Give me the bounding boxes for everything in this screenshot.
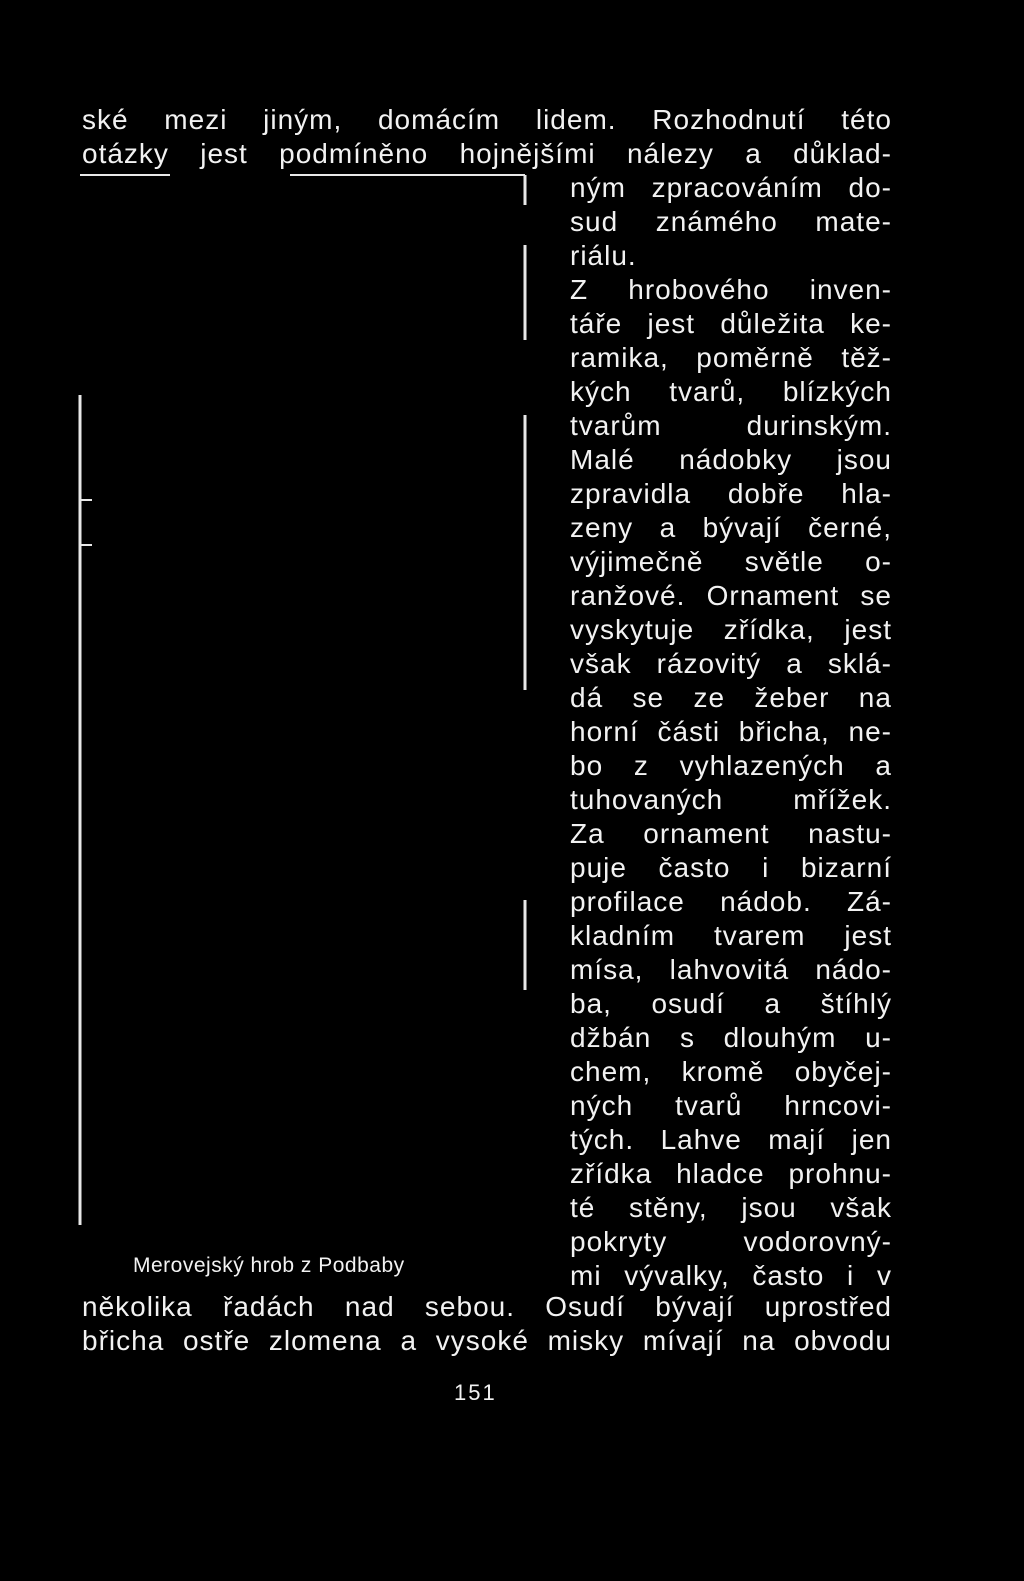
text-line-column: [570, 1021, 892, 1055]
word: vyhlazených: [679, 750, 845, 781]
text-line-column: [570, 205, 892, 239]
word: však: [830, 1192, 892, 1223]
word: hrobového: [628, 274, 770, 305]
word: světle: [744, 546, 824, 577]
word: Za: [570, 818, 605, 849]
text-line-column: [570, 375, 892, 409]
word: a: [659, 512, 677, 543]
word: a: [786, 648, 803, 679]
word: nálezy: [626, 138, 714, 169]
word: zřídka,: [723, 614, 815, 645]
word: a: [400, 1325, 418, 1356]
word: ným: [570, 172, 626, 203]
word: mísa,: [570, 954, 644, 985]
word: této: [841, 104, 892, 135]
word: chem,: [570, 1056, 652, 1087]
word: a: [745, 138, 762, 169]
word: Osudí: [545, 1291, 625, 1322]
text-line-column: [570, 477, 892, 511]
word: důležita: [720, 308, 825, 339]
word: nádob.: [720, 886, 812, 917]
word: nastu-: [808, 818, 892, 849]
word: důklad-: [793, 138, 892, 169]
word: sud: [570, 206, 619, 237]
word: sebou.: [424, 1291, 515, 1322]
word: podmíněno: [279, 138, 429, 169]
word: bývají: [655, 1291, 735, 1322]
text-line-column: [570, 919, 892, 953]
text-line-column: [570, 409, 892, 443]
word: a: [875, 750, 892, 781]
word: tvarů,: [669, 376, 746, 407]
word: obvodu: [794, 1325, 892, 1356]
word: na: [858, 682, 892, 713]
word: však: [570, 648, 632, 679]
word: ba,: [570, 988, 612, 1019]
word: nádobky: [679, 444, 793, 475]
word: dlouhým: [723, 1022, 837, 1053]
word: jsou: [741, 1192, 797, 1223]
word: břicha,: [738, 716, 830, 747]
text-line-column: [570, 511, 892, 545]
word: ze: [693, 682, 726, 713]
word: černé,: [808, 512, 892, 543]
word: ne-: [848, 716, 892, 747]
grave-illustration: [70, 170, 540, 1250]
word: dá: [570, 682, 604, 713]
word: několika: [82, 1291, 193, 1322]
word: osudí: [651, 988, 725, 1019]
word: mi: [570, 1260, 602, 1291]
text-line-bottom-1: [82, 1290, 892, 1324]
text-line-column: [570, 1089, 892, 1123]
word: mezi: [164, 104, 228, 135]
text-line-column: [570, 851, 892, 885]
word: Malé: [570, 444, 635, 475]
word: výjimečně: [570, 546, 704, 577]
word: Rozhodnutí: [652, 104, 806, 135]
word: často: [752, 1260, 825, 1291]
word: do-: [848, 172, 892, 203]
text-line-column: [570, 749, 892, 783]
word: vývalky,: [624, 1260, 730, 1291]
text-line-column: [570, 783, 892, 817]
word: zpracováním: [651, 172, 823, 203]
word: jest: [844, 614, 892, 645]
text-line-column: [570, 239, 892, 273]
page-number: 151: [454, 1380, 497, 1405]
text-line-column: [570, 545, 892, 579]
word: i: [762, 852, 770, 883]
word: misky: [547, 1325, 625, 1356]
word: s: [679, 1022, 695, 1053]
word: džbán: [570, 1022, 652, 1053]
word: dobře: [727, 478, 805, 509]
word: stěny,: [629, 1192, 708, 1223]
word: Ornament: [706, 580, 840, 611]
word: jiným,: [263, 104, 343, 135]
word: horní: [570, 716, 639, 747]
word: vodorovný-: [743, 1226, 892, 1257]
word: mívají: [642, 1325, 724, 1356]
text-line-column: [570, 1157, 892, 1191]
word: jest: [200, 138, 248, 169]
word: u-: [865, 1022, 892, 1053]
word: jest: [844, 920, 892, 951]
word: rázovitý: [656, 648, 762, 679]
word: vysoké: [435, 1325, 529, 1356]
text-line-column: [570, 1055, 892, 1089]
word: tuhovaných: [570, 784, 724, 815]
word: Lahve: [660, 1124, 742, 1155]
text-line-column: [570, 307, 892, 341]
word: ské: [82, 104, 129, 135]
word: ranžové.: [570, 580, 686, 611]
word: v: [876, 1260, 892, 1291]
word: jest: [647, 308, 696, 339]
word: často: [658, 852, 731, 883]
word: durinským.: [746, 410, 892, 441]
word: domácím: [377, 104, 501, 135]
text-line-column: [570, 613, 892, 647]
word: tvarů: [675, 1090, 743, 1121]
word: na: [742, 1325, 776, 1356]
word: kých: [570, 376, 632, 407]
word: ke-: [850, 308, 892, 339]
word: tvarem: [713, 920, 806, 951]
word: a: [764, 988, 782, 1019]
text-line-column: [570, 1259, 892, 1293]
word: řadách: [223, 1291, 315, 1322]
word: zřídka: [570, 1158, 653, 1189]
text-line-column: [570, 171, 892, 205]
word: jen: [851, 1124, 892, 1155]
word: mřížek.: [793, 784, 892, 815]
word: ornament: [643, 818, 770, 849]
word: té: [570, 1192, 596, 1223]
word: ných: [570, 1090, 634, 1121]
word: ramika,: [570, 342, 669, 373]
word: táře: [570, 308, 623, 339]
word: štíhlý: [820, 988, 892, 1019]
word: zeny: [570, 512, 634, 543]
word: hojnějšími: [459, 138, 596, 169]
word: Zá-: [846, 886, 892, 917]
word: poměrně: [696, 342, 814, 373]
word: sklá-: [827, 648, 892, 679]
word: blízkých: [782, 376, 892, 407]
text-line-column: [570, 1123, 892, 1157]
word: se: [860, 580, 892, 611]
word: bývají: [702, 512, 782, 543]
word: lahvovitá: [669, 954, 790, 985]
word: profilace: [570, 886, 685, 917]
word: ostře: [182, 1325, 251, 1356]
word: nad: [344, 1291, 395, 1322]
word: známého: [655, 206, 778, 237]
text-line-column: [570, 647, 892, 681]
word: bizarní: [800, 852, 892, 883]
text-line-top-1: [82, 103, 892, 137]
word: bo: [570, 750, 604, 781]
word: tvarům: [570, 410, 662, 441]
text-line-column: [570, 987, 892, 1021]
word: pokryty: [570, 1226, 668, 1257]
word: mají: [768, 1124, 826, 1155]
word: nádo-: [815, 954, 892, 985]
word: prohnu-: [788, 1158, 892, 1189]
word: otázky: [82, 138, 169, 169]
figure-caption: Merovejský hrob z Podbaby: [133, 1254, 405, 1277]
word: riálu.: [570, 240, 637, 271]
word: hla-: [841, 478, 892, 509]
text-line-column: [570, 341, 892, 375]
word: zlomena: [268, 1325, 382, 1356]
word: hrncovi-: [784, 1090, 892, 1121]
word: o-: [865, 546, 892, 577]
word: žeber: [754, 682, 830, 713]
word: jsou: [836, 444, 892, 475]
word: Z: [570, 274, 589, 305]
text-line-column: [570, 817, 892, 851]
text-line-column: [570, 1225, 892, 1259]
word: části: [657, 716, 721, 747]
word: uprostřed: [764, 1291, 892, 1322]
text-line-column: [570, 885, 892, 919]
word: inven-: [809, 274, 892, 305]
word: kromě: [681, 1056, 765, 1087]
word: puje: [570, 852, 627, 883]
word: zpravidla: [570, 478, 692, 509]
word: tých.: [570, 1124, 635, 1155]
word: břicha: [82, 1325, 165, 1356]
text-line-column: [570, 443, 892, 477]
word: těž-: [841, 342, 892, 373]
word: lidem.: [535, 104, 617, 135]
text-line-column: [570, 715, 892, 749]
word: kladním: [570, 920, 676, 951]
word: vyskytuje: [570, 614, 695, 645]
text-line-top-2: [82, 137, 892, 171]
word: se: [632, 682, 665, 713]
word: hladce: [676, 1158, 765, 1189]
text-line-column: [570, 681, 892, 715]
text-line-column: [570, 953, 892, 987]
word: obyčej-: [794, 1056, 892, 1087]
word: z: [633, 750, 649, 781]
text-line-bottom-2: [82, 1324, 892, 1358]
word: mate-: [815, 206, 892, 237]
word: i: [847, 1260, 855, 1291]
text-line-column: [570, 579, 892, 613]
text-line-column: [570, 273, 892, 307]
text-line-column: [570, 1191, 892, 1225]
